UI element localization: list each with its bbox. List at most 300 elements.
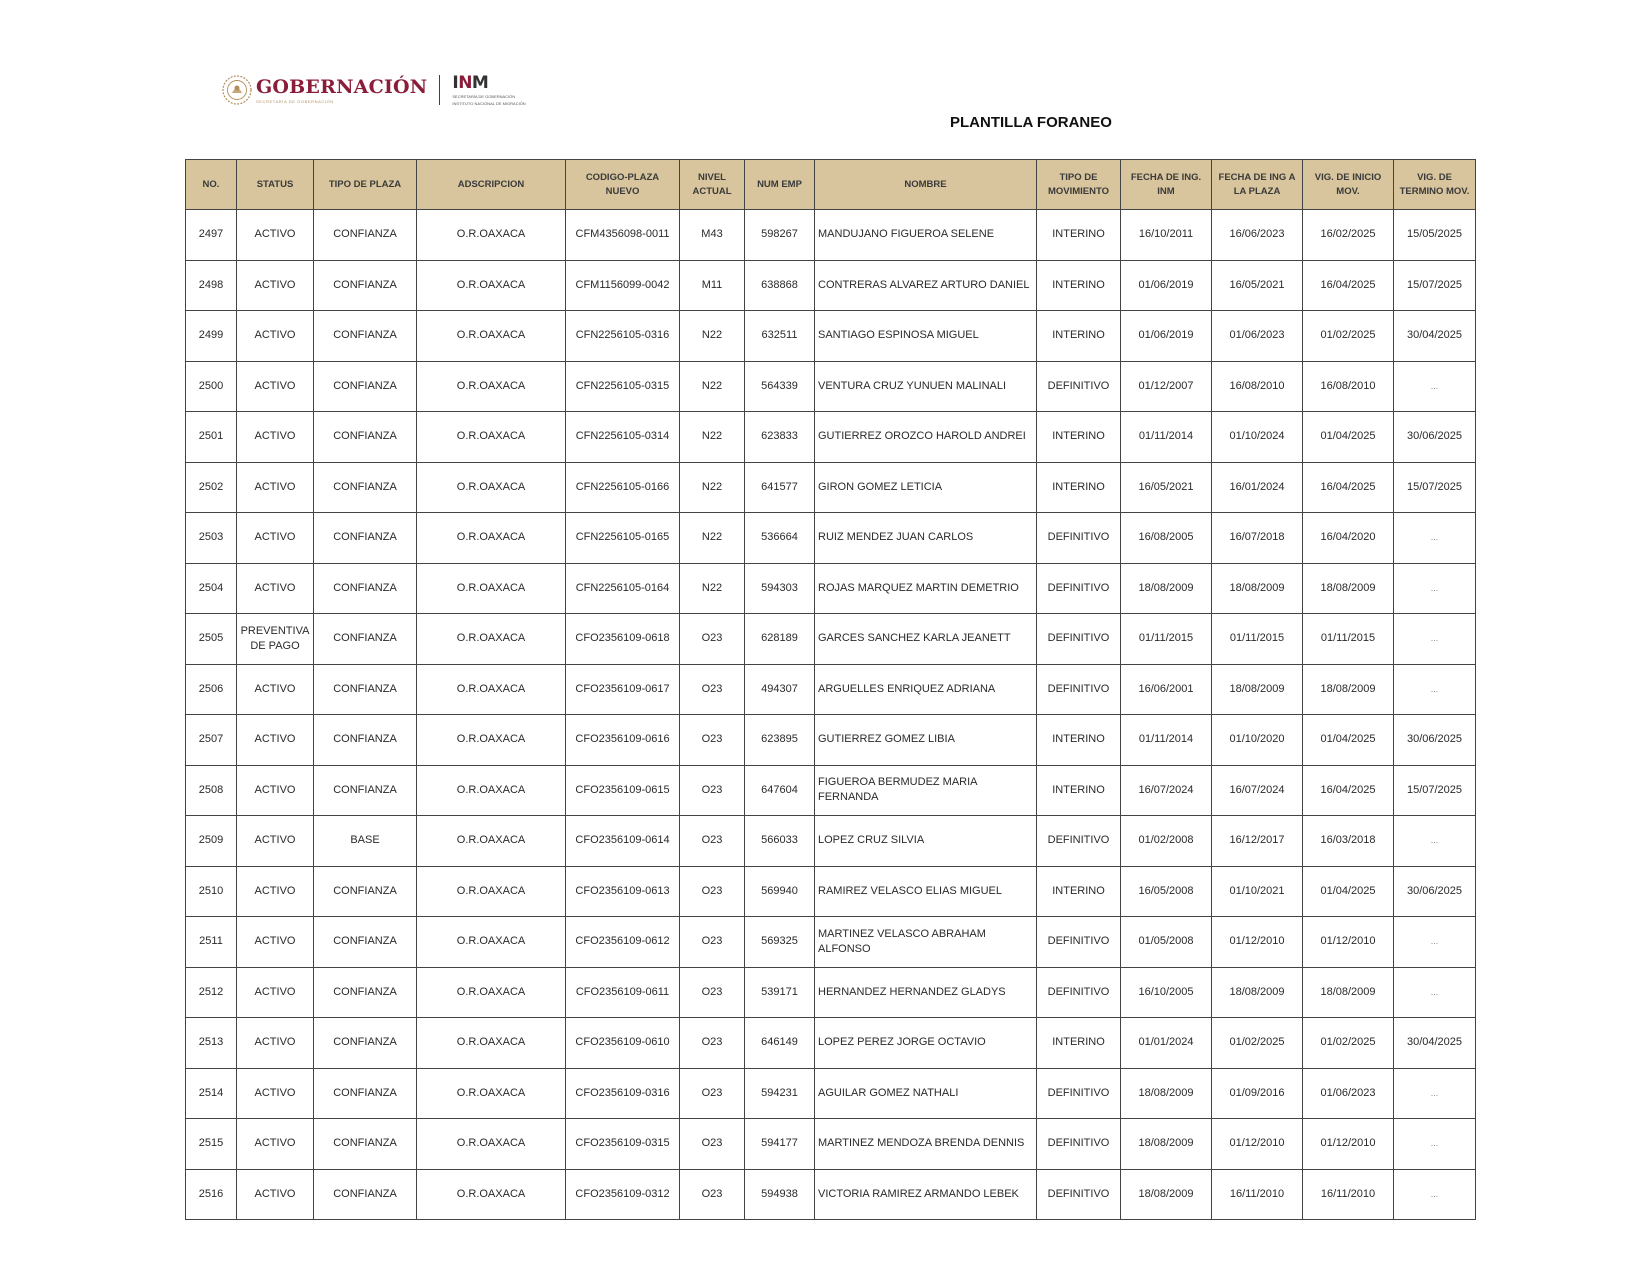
col-fecha-ing-inm-cell: 01/06/2019 [1121, 311, 1212, 362]
col-tipo-plaza-cell: CONFIANZA [314, 866, 417, 917]
col-no-cell: 2508 [186, 765, 237, 816]
col-codigo-plaza-cell: CFM4356098-0011 [566, 210, 680, 261]
col-nivel-cell: O23 [680, 715, 745, 766]
col-adscripcion-cell: O.R.OAXACA [417, 1169, 566, 1220]
col-nivel-cell: M11 [680, 260, 745, 311]
header-col-tipo-movimiento: TIPO DE MOVIMIENTO [1037, 160, 1121, 210]
col-adscripcion-cell: O.R.OAXACA [417, 967, 566, 1018]
col-fecha-ing-inm-cell: 16/05/2021 [1121, 462, 1212, 513]
col-vig-inicio-cell: 01/02/2025 [1303, 1018, 1394, 1069]
header-col-adscripcion: ADSCRIPCION [417, 160, 566, 210]
col-status-cell: ACTIVO [237, 664, 314, 715]
col-tipo-plaza-cell: BASE [314, 816, 417, 867]
col-tipo-plaza-cell: CONFIANZA [314, 412, 417, 463]
mexican-seal-icon [222, 75, 252, 105]
col-tipo-movimiento-cell: INTERINO [1037, 765, 1121, 816]
table-row [186, 462, 1476, 513]
col-tipo-movimiento-cell: DEFINITIVO [1037, 917, 1121, 968]
table-body [186, 210, 1476, 1220]
col-fecha-ing-inm-cell: 18/08/2009 [1121, 1068, 1212, 1119]
col-tipo-movimiento-cell: DEFINITIVO [1037, 1169, 1121, 1220]
col-num-emp-cell: 628189 [745, 614, 815, 665]
col-num-emp-cell: 594231 [745, 1068, 815, 1119]
col-vig-inicio-cell: 01/06/2023 [1303, 1068, 1394, 1119]
col-codigo-plaza-cell: CFO2356109-0613 [566, 866, 680, 917]
col-no-cell: 2502 [186, 462, 237, 513]
col-codigo-plaza-cell: CFO2356109-0312 [566, 1169, 680, 1220]
col-tipo-plaza-cell: CONFIANZA [314, 664, 417, 715]
col-fecha-ing-inm-cell: 18/08/2009 [1121, 563, 1212, 614]
col-nivel-cell: N22 [680, 563, 745, 614]
col-vig-termino-cell: ... [1394, 1169, 1476, 1220]
col-nombre-cell: GUTIERREZ GOMEZ LIBIA [815, 715, 1037, 766]
col-adscripcion-cell: O.R.OAXACA [417, 311, 566, 362]
col-status-cell: ACTIVO [237, 412, 314, 463]
table-row [186, 816, 1476, 867]
col-nombre-cell: RUIZ MENDEZ JUAN CARLOS [815, 513, 1037, 564]
col-vig-inicio-cell: 01/04/2025 [1303, 412, 1394, 463]
col-fecha-ing-plaza-cell: 16/07/2024 [1212, 765, 1303, 816]
col-vig-inicio-cell: 16/03/2018 [1303, 816, 1394, 867]
col-vig-inicio-cell: 16/04/2025 [1303, 765, 1394, 816]
header-col-fecha-ing-plaza: FECHA DE ING A LA PLAZA [1212, 160, 1303, 210]
col-tipo-plaza-cell: CONFIANZA [314, 311, 417, 362]
col-fecha-ing-inm-cell: 01/11/2014 [1121, 715, 1212, 766]
table-row [186, 866, 1476, 917]
col-fecha-ing-plaza-cell: 01/09/2016 [1212, 1068, 1303, 1119]
col-tipo-plaza-cell: CONFIANZA [314, 715, 417, 766]
table-row [186, 260, 1476, 311]
col-adscripcion-cell: O.R.OAXACA [417, 412, 566, 463]
col-no-cell: 2497 [186, 210, 237, 261]
col-nombre-cell: GUTIERREZ OROZCO HAROLD ANDREI [815, 412, 1037, 463]
table-row [186, 765, 1476, 816]
col-nivel-cell: N22 [680, 311, 745, 362]
col-nivel-cell: O23 [680, 664, 745, 715]
inm-logo-subtitle-2: INSTITUTO NACIONAL DE MIGRACIÓN [452, 101, 526, 106]
col-no-cell: 2500 [186, 361, 237, 412]
col-adscripcion-cell: O.R.OAXACA [417, 1068, 566, 1119]
col-tipo-plaza-cell: CONFIANZA [314, 967, 417, 1018]
col-no-cell: 2498 [186, 260, 237, 311]
col-status-cell: ACTIVO [237, 462, 314, 513]
col-tipo-plaza-cell: CONFIANZA [314, 614, 417, 665]
col-adscripcion-cell: O.R.OAXACA [417, 866, 566, 917]
col-nivel-cell: O23 [680, 917, 745, 968]
inm-logo [452, 74, 525, 106]
col-vig-termino-cell: ... [1394, 563, 1476, 614]
table-row [186, 1169, 1476, 1220]
col-fecha-ing-plaza-cell: 01/12/2010 [1212, 1119, 1303, 1170]
col-codigo-plaza-cell: CFO2356109-0612 [566, 917, 680, 968]
col-adscripcion-cell: O.R.OAXACA [417, 715, 566, 766]
col-fecha-ing-plaza-cell: 16/06/2023 [1212, 210, 1303, 261]
col-codigo-plaza-cell: CFO2356109-0610 [566, 1018, 680, 1069]
col-adscripcion-cell: O.R.OAXACA [417, 260, 566, 311]
col-tipo-plaza-cell: CONFIANZA [314, 260, 417, 311]
col-fecha-ing-plaza-cell: 16/12/2017 [1212, 816, 1303, 867]
col-no-cell: 2513 [186, 1018, 237, 1069]
col-tipo-plaza-cell: CONFIANZA [314, 1169, 417, 1220]
col-nivel-cell: O23 [680, 765, 745, 816]
col-num-emp-cell: 623833 [745, 412, 815, 463]
col-tipo-movimiento-cell: DEFINITIVO [1037, 816, 1121, 867]
col-no-cell: 2499 [186, 311, 237, 362]
col-nombre-cell: ARGUELLES ENRIQUEZ ADRIANA [815, 664, 1037, 715]
logo-divider [439, 75, 440, 105]
col-tipo-plaza-cell: CONFIANZA [314, 1119, 417, 1170]
col-vig-termino-cell: ... [1394, 664, 1476, 715]
col-fecha-ing-inm-cell: 16/10/2011 [1121, 210, 1212, 261]
col-status-cell: ACTIVO [237, 210, 314, 261]
col-fecha-ing-inm-cell: 16/06/2001 [1121, 664, 1212, 715]
col-tipo-movimiento-cell: DEFINITIVO [1037, 513, 1121, 564]
col-vig-termino-cell: 15/07/2025 [1394, 462, 1476, 513]
col-num-emp-cell: 598267 [745, 210, 815, 261]
col-codigo-plaza-cell: CFN2256105-0164 [566, 563, 680, 614]
col-no-cell: 2504 [186, 563, 237, 614]
col-status-cell: ACTIVO [237, 715, 314, 766]
col-vig-inicio-cell: 18/08/2009 [1303, 664, 1394, 715]
col-nivel-cell: O23 [680, 1068, 745, 1119]
col-vig-inicio-cell: 16/08/2010 [1303, 361, 1394, 412]
col-fecha-ing-plaza-cell: 01/12/2010 [1212, 917, 1303, 968]
col-vig-termino-cell: 15/07/2025 [1394, 765, 1476, 816]
col-status-cell: ACTIVO [237, 1169, 314, 1220]
col-num-emp-cell: 632511 [745, 311, 815, 362]
col-vig-inicio-cell: 01/12/2010 [1303, 917, 1394, 968]
col-vig-termino-cell: ... [1394, 1068, 1476, 1119]
header-col-status: STATUS [237, 160, 314, 210]
col-tipo-movimiento-cell: INTERINO [1037, 866, 1121, 917]
col-codigo-plaza-cell: CFO2356109-0614 [566, 816, 680, 867]
col-num-emp-cell: 569325 [745, 917, 815, 968]
col-adscripcion-cell: O.R.OAXACA [417, 513, 566, 564]
col-tipo-plaza-cell: CONFIANZA [314, 361, 417, 412]
col-num-emp-cell: 623895 [745, 715, 815, 766]
col-codigo-plaza-cell: CFM1156099-0042 [566, 260, 680, 311]
table-header-row [186, 160, 1476, 210]
col-nivel-cell: O23 [680, 1018, 745, 1069]
col-status-cell: ACTIVO [237, 1119, 314, 1170]
col-tipo-movimiento-cell: DEFINITIVO [1037, 967, 1121, 1018]
inm-logo-subtitle-1: SECRETARÍA DE GOBERNACIÓN [452, 94, 516, 99]
header-col-vig-termino: VIG. DE TERMINO MOV. [1394, 160, 1476, 210]
col-tipo-movimiento-cell: DEFINITIVO [1037, 1119, 1121, 1170]
header-logos [222, 70, 526, 110]
col-nombre-cell: GARCES SANCHEZ KARLA JEANETT [815, 614, 1037, 665]
col-tipo-plaza-cell: CONFIANZA [314, 1018, 417, 1069]
col-fecha-ing-inm-cell: 01/06/2019 [1121, 260, 1212, 311]
col-no-cell: 2512 [186, 967, 237, 1018]
table-row [186, 210, 1476, 261]
col-nombre-cell: MARTINEZ VELASCO ABRAHAM ALFONSO [815, 917, 1037, 968]
col-adscripcion-cell: O.R.OAXACA [417, 614, 566, 665]
table-row [186, 664, 1476, 715]
col-tipo-movimiento-cell: INTERINO [1037, 210, 1121, 261]
header-col-tipo-plaza: TIPO DE PLAZA [314, 160, 417, 210]
col-nombre-cell: MARTINEZ MENDOZA BRENDA DENNIS [815, 1119, 1037, 1170]
col-codigo-plaza-cell: CFO2356109-0618 [566, 614, 680, 665]
col-nombre-cell: SANTIAGO ESPINOSA MIGUEL [815, 311, 1037, 362]
col-vig-inicio-cell: 01/12/2010 [1303, 1119, 1394, 1170]
col-tipo-plaza-cell: CONFIANZA [314, 1068, 417, 1119]
col-vig-inicio-cell: 18/08/2009 [1303, 563, 1394, 614]
col-fecha-ing-plaza-cell: 18/08/2009 [1212, 664, 1303, 715]
col-fecha-ing-plaza-cell: 01/10/2021 [1212, 866, 1303, 917]
col-codigo-plaza-cell: CFN2256105-0316 [566, 311, 680, 362]
col-vig-termino-cell: ... [1394, 513, 1476, 564]
col-tipo-movimiento-cell: INTERINO [1037, 1018, 1121, 1069]
col-fecha-ing-inm-cell: 18/08/2009 [1121, 1119, 1212, 1170]
table-row [186, 1018, 1476, 1069]
col-vig-inicio-cell: 16/02/2025 [1303, 210, 1394, 261]
col-vig-inicio-cell: 16/04/2025 [1303, 260, 1394, 311]
col-vig-termino-cell: ... [1394, 361, 1476, 412]
col-status-cell: ACTIVO [237, 513, 314, 564]
col-fecha-ing-plaza-cell: 01/10/2024 [1212, 412, 1303, 463]
col-fecha-ing-inm-cell: 01/02/2008 [1121, 816, 1212, 867]
table-row [186, 513, 1476, 564]
col-fecha-ing-plaza-cell: 18/08/2009 [1212, 967, 1303, 1018]
col-nombre-cell: GIRON GOMEZ LETICIA [815, 462, 1037, 513]
col-no-cell: 2515 [186, 1119, 237, 1170]
col-fecha-ing-inm-cell: 01/11/2014 [1121, 412, 1212, 463]
table-row [186, 1119, 1476, 1170]
col-num-emp-cell: 564339 [745, 361, 815, 412]
table-row [186, 715, 1476, 766]
col-codigo-plaza-cell: CFO2356109-0616 [566, 715, 680, 766]
col-num-emp-cell: 536664 [745, 513, 815, 564]
col-fecha-ing-plaza-cell: 16/07/2018 [1212, 513, 1303, 564]
col-nombre-cell: VENTURA CRUZ YUNUEN MALINALI [815, 361, 1037, 412]
header-col-fecha-ing-inm: FECHA DE ING. INM [1121, 160, 1212, 210]
table-row [186, 967, 1476, 1018]
col-vig-termino-cell: 30/06/2025 [1394, 715, 1476, 766]
col-num-emp-cell: 638868 [745, 260, 815, 311]
table-row [186, 311, 1476, 362]
table-row [186, 361, 1476, 412]
col-adscripcion-cell: O.R.OAXACA [417, 1119, 566, 1170]
col-no-cell: 2509 [186, 816, 237, 867]
col-vig-termino-cell: 30/06/2025 [1394, 866, 1476, 917]
col-num-emp-cell: 566033 [745, 816, 815, 867]
header-col-nombre: NOMBRE [815, 160, 1037, 210]
col-nombre-cell: CONTRERAS ALVAREZ ARTURO DANIEL [815, 260, 1037, 311]
col-nivel-cell: O23 [680, 614, 745, 665]
col-fecha-ing-plaza-cell: 01/02/2025 [1212, 1018, 1303, 1069]
col-no-cell: 2514 [186, 1068, 237, 1119]
table-row [186, 1068, 1476, 1119]
col-fecha-ing-inm-cell: 01/01/2024 [1121, 1018, 1212, 1069]
col-no-cell: 2507 [186, 715, 237, 766]
col-codigo-plaza-cell: CFO2356109-0615 [566, 765, 680, 816]
col-vig-termino-cell: ... [1394, 967, 1476, 1018]
col-codigo-plaza-cell: CFN2256105-0166 [566, 462, 680, 513]
col-vig-inicio-cell: 16/04/2020 [1303, 513, 1394, 564]
col-num-emp-cell: 647604 [745, 765, 815, 816]
col-fecha-ing-plaza-cell: 01/06/2023 [1212, 311, 1303, 362]
col-vig-inicio-cell: 01/11/2015 [1303, 614, 1394, 665]
col-vig-termino-cell: ... [1394, 614, 1476, 665]
col-vig-inicio-cell: 01/04/2025 [1303, 715, 1394, 766]
col-no-cell: 2511 [186, 917, 237, 968]
col-tipo-movimiento-cell: DEFINITIVO [1037, 664, 1121, 715]
col-codigo-plaza-cell: CFN2256105-0314 [566, 412, 680, 463]
gobernacion-logo [256, 77, 427, 104]
col-nombre-cell: LOPEZ CRUZ SILVIA [815, 816, 1037, 867]
col-vig-termino-cell: ... [1394, 1119, 1476, 1170]
table-row [186, 563, 1476, 614]
col-vig-termino-cell: 30/06/2025 [1394, 412, 1476, 463]
col-fecha-ing-inm-cell: 16/08/2005 [1121, 513, 1212, 564]
col-fecha-ing-inm-cell: 16/07/2024 [1121, 765, 1212, 816]
col-tipo-plaza-cell: CONFIANZA [314, 513, 417, 564]
col-num-emp-cell: 594938 [745, 1169, 815, 1220]
col-fecha-ing-plaza-cell: 16/01/2024 [1212, 462, 1303, 513]
col-num-emp-cell: 539171 [745, 967, 815, 1018]
col-no-cell: 2501 [186, 412, 237, 463]
col-nivel-cell: O23 [680, 816, 745, 867]
col-codigo-plaza-cell: CFO2356109-0611 [566, 967, 680, 1018]
col-tipo-plaza-cell: CONFIANZA [314, 563, 417, 614]
col-status-cell: ACTIVO [237, 260, 314, 311]
col-num-emp-cell: 641577 [745, 462, 815, 513]
col-nombre-cell: ROJAS MARQUEZ MARTIN DEMETRIO [815, 563, 1037, 614]
col-adscripcion-cell: O.R.OAXACA [417, 361, 566, 412]
col-status-cell: ACTIVO [237, 967, 314, 1018]
col-status-cell: ACTIVO [237, 311, 314, 362]
col-tipo-movimiento-cell: INTERINO [1037, 311, 1121, 362]
col-nombre-cell: MANDUJANO FIGUEROA SELENE [815, 210, 1037, 261]
col-vig-termino-cell: 30/04/2025 [1394, 311, 1476, 362]
col-tipo-plaza-cell: CONFIANZA [314, 462, 417, 513]
col-no-cell: 2503 [186, 513, 237, 564]
col-nivel-cell: M43 [680, 210, 745, 261]
col-vig-inicio-cell: 01/04/2025 [1303, 866, 1394, 917]
col-nivel-cell: N22 [680, 412, 745, 463]
col-nivel-cell: O23 [680, 1119, 745, 1170]
col-status-cell: ACTIVO [237, 866, 314, 917]
col-tipo-plaza-cell: CONFIANZA [314, 210, 417, 261]
col-adscripcion-cell: O.R.OAXACA [417, 917, 566, 968]
table-row [186, 412, 1476, 463]
col-tipo-movimiento-cell: INTERINO [1037, 260, 1121, 311]
col-fecha-ing-plaza-cell: 16/11/2010 [1212, 1169, 1303, 1220]
col-fecha-ing-plaza-cell: 16/08/2010 [1212, 361, 1303, 412]
col-status-cell: PREVENTIVA DE PAGO [237, 614, 314, 665]
col-status-cell: ACTIVO [237, 1018, 314, 1069]
col-fecha-ing-plaza-cell: 16/05/2021 [1212, 260, 1303, 311]
gobernacion-logo-subtitle: SECRETARÍA DE GOBERNACIÓN [256, 98, 334, 104]
col-no-cell: 2510 [186, 866, 237, 917]
col-num-emp-cell: 494307 [745, 664, 815, 715]
header-col-nivel: NIVEL ACTUAL [680, 160, 745, 210]
col-vig-inicio-cell: 01/02/2025 [1303, 311, 1394, 362]
col-vig-termino-cell: 15/07/2025 [1394, 260, 1476, 311]
table-row [186, 917, 1476, 968]
inm-logo-text: INM [452, 73, 489, 93]
col-vig-inicio-cell: 16/04/2025 [1303, 462, 1394, 513]
col-tipo-movimiento-cell: DEFINITIVO [1037, 614, 1121, 665]
header-col-codigo-plaza: CODIGO-PLAZA NUEVO [566, 160, 680, 210]
col-nombre-cell: LOPEZ PEREZ JORGE OCTAVIO [815, 1018, 1037, 1069]
col-nombre-cell: RAMIREZ VELASCO ELIAS MIGUEL [815, 866, 1037, 917]
col-tipo-plaza-cell: CONFIANZA [314, 765, 417, 816]
col-status-cell: ACTIVO [237, 1068, 314, 1119]
table-row [186, 614, 1476, 665]
col-fecha-ing-plaza-cell: 01/10/2020 [1212, 715, 1303, 766]
col-nivel-cell: O23 [680, 967, 745, 1018]
col-vig-termino-cell: ... [1394, 816, 1476, 867]
col-adscripcion-cell: O.R.OAXACA [417, 462, 566, 513]
col-codigo-plaza-cell: CFO2356109-0315 [566, 1119, 680, 1170]
header-col-num-emp: NUM EMP [745, 160, 815, 210]
col-status-cell: ACTIVO [237, 765, 314, 816]
col-nivel-cell: N22 [680, 513, 745, 564]
header-col-no: NO. [186, 160, 237, 210]
col-adscripcion-cell: O.R.OAXACA [417, 563, 566, 614]
col-fecha-ing-inm-cell: 16/10/2005 [1121, 967, 1212, 1018]
col-no-cell: 2505 [186, 614, 237, 665]
col-num-emp-cell: 646149 [745, 1018, 815, 1069]
col-nombre-cell: VICTORIA RAMIREZ ARMANDO LEBEK [815, 1169, 1037, 1220]
col-no-cell: 2506 [186, 664, 237, 715]
col-adscripcion-cell: O.R.OAXACA [417, 765, 566, 816]
col-adscripcion-cell: O.R.OAXACA [417, 1018, 566, 1069]
col-adscripcion-cell: O.R.OAXACA [417, 816, 566, 867]
col-codigo-plaza-cell: CFO2356109-0617 [566, 664, 680, 715]
col-tipo-movimiento-cell: INTERINO [1037, 462, 1121, 513]
col-nivel-cell: N22 [680, 462, 745, 513]
col-adscripcion-cell: O.R.OAXACA [417, 210, 566, 261]
col-codigo-plaza-cell: CFN2256105-0165 [566, 513, 680, 564]
col-vig-termino-cell: 15/05/2025 [1394, 210, 1476, 261]
col-fecha-ing-inm-cell: 16/05/2008 [1121, 866, 1212, 917]
col-fecha-ing-inm-cell: 01/05/2008 [1121, 917, 1212, 968]
col-codigo-plaza-cell: CFN2256105-0315 [566, 361, 680, 412]
col-tipo-movimiento-cell: DEFINITIVO [1037, 361, 1121, 412]
gobernacion-logo-text: GOBERNACIÓN [256, 75, 428, 98]
col-tipo-movimiento-cell: INTERINO [1037, 715, 1121, 766]
col-tipo-plaza-cell: CONFIANZA [314, 917, 417, 968]
col-vig-inicio-cell: 18/08/2009 [1303, 967, 1394, 1018]
col-tipo-movimiento-cell: INTERINO [1037, 412, 1121, 463]
roster-table [185, 159, 1476, 1220]
col-status-cell: ACTIVO [237, 816, 314, 867]
col-status-cell: ACTIVO [237, 917, 314, 968]
col-status-cell: ACTIVO [237, 563, 314, 614]
col-nombre-cell: FIGUEROA BERMUDEZ MARIA FERNANDA [815, 765, 1037, 816]
col-codigo-plaza-cell: CFO2356109-0316 [566, 1068, 680, 1119]
col-fecha-ing-inm-cell: 18/08/2009 [1121, 1169, 1212, 1220]
col-fecha-ing-inm-cell: 01/11/2015 [1121, 614, 1212, 665]
col-vig-termino-cell: 30/04/2025 [1394, 1018, 1476, 1069]
col-nombre-cell: AGUILAR GOMEZ NATHALI [815, 1068, 1037, 1119]
col-fecha-ing-plaza-cell: 01/11/2015 [1212, 614, 1303, 665]
col-num-emp-cell: 569940 [745, 866, 815, 917]
col-vig-termino-cell: ... [1394, 917, 1476, 968]
col-fecha-ing-inm-cell: 01/12/2007 [1121, 361, 1212, 412]
col-no-cell: 2516 [186, 1169, 237, 1220]
col-fecha-ing-plaza-cell: 18/08/2009 [1212, 563, 1303, 614]
col-tipo-movimiento-cell: DEFINITIVO [1037, 563, 1121, 614]
col-vig-inicio-cell: 16/11/2010 [1303, 1169, 1394, 1220]
col-nivel-cell: O23 [680, 866, 745, 917]
col-nombre-cell: HERNANDEZ HERNANDEZ GLADYS [815, 967, 1037, 1018]
col-adscripcion-cell: O.R.OAXACA [417, 664, 566, 715]
col-num-emp-cell: 594177 [745, 1119, 815, 1170]
